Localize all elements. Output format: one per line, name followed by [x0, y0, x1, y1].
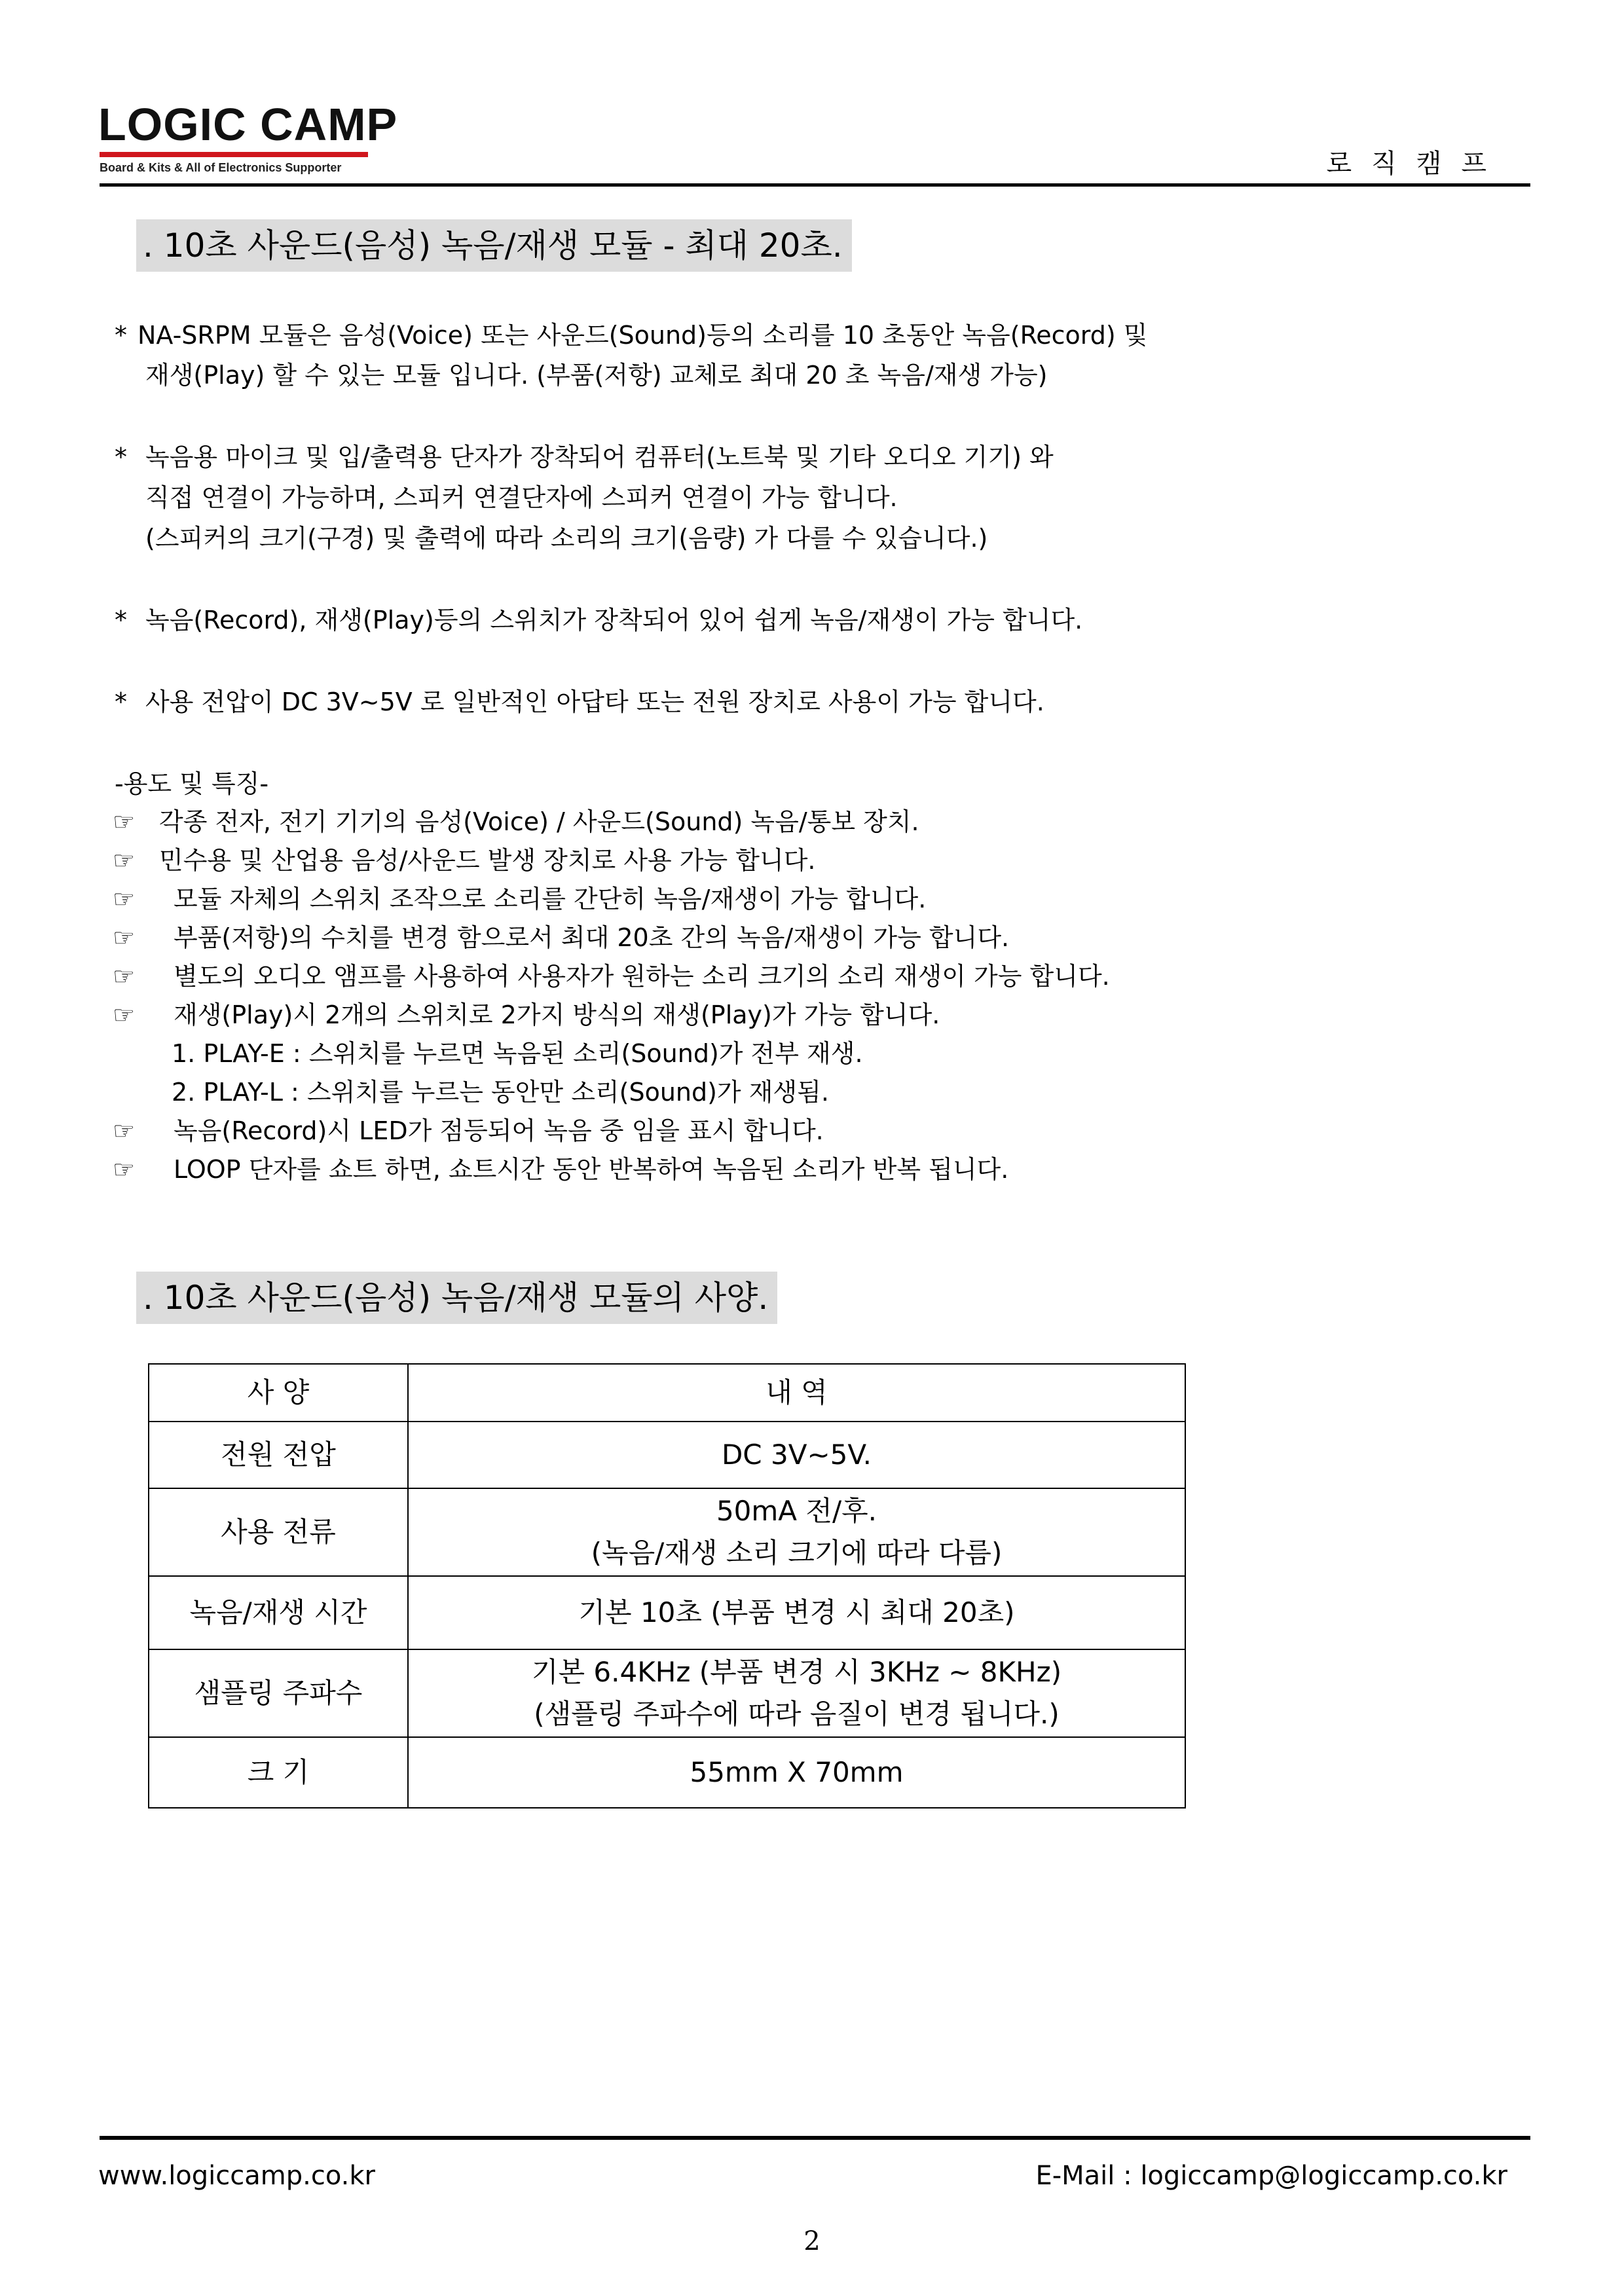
table-header-cell: 내 역 — [408, 1364, 1185, 1422]
logo-tagline: Board & Kits & All of Electronics Supporter — [100, 161, 342, 174]
section-title-overview: . 10초 사운드(음성) 녹음/재생 모듈 - 최대 20초. — [136, 219, 852, 272]
header-divider — [100, 183, 1530, 187]
paragraph-bullet: * — [115, 688, 127, 716]
table-row — [149, 1649, 1185, 1737]
paragraph-line: 직접 연결이 가능하며, 스피커 연결단자에 스피커 연결이 가능 합니다. — [145, 483, 898, 512]
paragraph-line: 녹음용 마이크 및 입/출력용 단자가 장착되어 컴퓨터(노트북 및 기타 오디오 기기) 와 — [145, 443, 1054, 471]
feature-item: 부품(저항)의 수치를 변경 함으로서 최대 20초 간의 녹음/재생이 가능 합니다. — [174, 923, 1010, 952]
paragraph-line: 사용 전압이 DC 3V~5V 로 일반적인 아답타 또는 전원 장치로 사용이 가능 합니다. — [145, 688, 1044, 716]
feature-item: 녹음(Record)시 LED가 점등되어 녹음 중 임을 표시 합니다. — [174, 1116, 824, 1145]
logo-underline — [100, 152, 368, 157]
feature-mark: ☞ — [113, 962, 136, 991]
paragraph-bullet: * — [115, 443, 127, 471]
feature-item: 별도의 오디오 앰프를 사용하여 사용자가 원하는 소리 크기의 소리 재생이 가능 합니다. — [174, 962, 1110, 991]
table-value-line: 55mm X 70mm — [690, 1756, 904, 1788]
table-header-row — [149, 1364, 1185, 1422]
table-value-line: 기본 10초 (부품 변경 시 최대 20초) — [578, 1596, 1015, 1628]
table-header-cell: 사 양 — [149, 1364, 408, 1422]
table-row — [149, 1737, 1185, 1808]
table-value-line: 50mA 전/후. — [716, 1495, 877, 1527]
table-label-cell: 크 기 — [149, 1737, 408, 1808]
play-mode-item: 1. PLAY-E : 스위치를 누르면 녹음된 소리(Sound)가 전부 재생. — [172, 1039, 863, 1068]
table-value-cell — [408, 1576, 1185, 1649]
table-value-line: DC 3V~5V. — [721, 1439, 872, 1471]
feature-mark: ☞ — [113, 1001, 136, 1029]
feature-item: LOOP 단자를 쇼트 하면, 쇼트시간 동안 반복하여 녹음된 소리가 반복 됩니다. — [174, 1155, 1009, 1184]
footer-divider — [100, 2136, 1530, 2140]
feature-mark: ☞ — [113, 846, 136, 875]
table-label-cell: 녹음/재생 시간 — [149, 1576, 408, 1649]
table-value-line: 기본 6.4KHz (부품 변경 시 3KHz ~ 8KHz) — [531, 1656, 1062, 1688]
company-logo — [98, 98, 398, 177]
table-label-cell: 사용 전류 — [149, 1488, 408, 1576]
footer-website: www.logiccamp.co.kr — [98, 2161, 375, 2191]
table-row — [149, 1576, 1185, 1649]
feature-item: 재생(Play)시 2개의 스위치로 2가지 방식의 재생(Play)가 가능 합니다. — [174, 1001, 940, 1029]
table-value-line: (샘플링 주파수에 따라 음질이 변경 됩니다.) — [534, 1698, 1060, 1730]
table-row — [149, 1488, 1185, 1576]
spec-table — [148, 1363, 1186, 1808]
header-company-name: 로직캠프 — [1326, 149, 1506, 179]
feature-mark: ☞ — [113, 923, 136, 952]
table-value-cell — [408, 1422, 1185, 1488]
feature-mark: ☞ — [113, 1116, 136, 1145]
feature-mark: ☞ — [113, 807, 136, 836]
table-label-cell: 샘플링 주파수 — [149, 1649, 408, 1737]
table-value-cell — [408, 1649, 1185, 1737]
paragraph-bullet: * — [115, 321, 127, 350]
feature-item: 각종 전자, 전기 기기의 음성(Voice) / 사운드(Sound) 녹음/통보 장치. — [159, 807, 919, 836]
paragraph-line: (스피커의 크기(구경) 및 출력에 따라 소리의 크기(음량) 가 다를 수 있습니다.) — [145, 524, 988, 553]
table-value-line: (녹음/재생 소리 크기에 따라 다름) — [591, 1537, 1003, 1569]
table-label-cell: 전원 전압 — [149, 1422, 408, 1488]
feature-item: 모듈 자체의 스위치 조작으로 소리를 간단히 녹음/재생이 가능 합니다. — [174, 885, 927, 913]
feature-item: 민수용 및 산업용 음성/사운드 발생 장치로 사용 가능 합니다. — [159, 846, 816, 875]
paragraph-line: 녹음(Record), 재생(Play)등의 스위치가 장착되어 있어 쉽게 녹음/재생이 가능 합니다. — [145, 606, 1083, 634]
feature-mark: ☞ — [113, 885, 136, 913]
paragraph-bullet: * — [115, 606, 127, 634]
features-heading: -용도 및 특징- — [115, 769, 269, 798]
logo-text: LOGIC CAMP — [98, 99, 398, 150]
table-value-cell — [408, 1737, 1185, 1808]
section-title-specs: . 10초 사운드(음성) 녹음/재생 모듈의 사양. — [136, 1272, 777, 1324]
paragraph-line: NA-SRPM 모듈은 음성(Voice) 또는 사운드(Sound)등의 소리를 10 초동안 녹음(Record) 및 — [138, 321, 1148, 350]
play-mode-item: 2. PLAY-L : 스위치를 누르는 동안만 소리(Sound)가 재생됨. — [172, 1078, 829, 1107]
page-number: 2 — [803, 2226, 821, 2256]
paragraph-line: 재생(Play) 할 수 있는 모듈 입니다. (부품(저항) 교체로 최대 20 초 녹음/재생 가능) — [145, 361, 1048, 390]
feature-mark: ☞ — [113, 1155, 136, 1184]
footer-email: E-Mail : logiccamp@logiccamp.co.kr — [1035, 2161, 1507, 2191]
table-row — [149, 1422, 1185, 1488]
table-value-cell — [408, 1488, 1185, 1576]
